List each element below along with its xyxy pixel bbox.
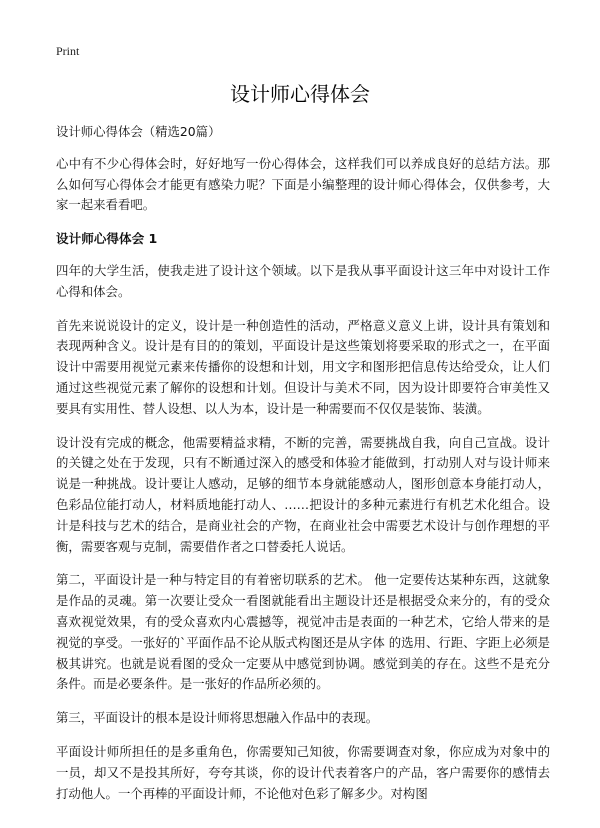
article-subtitle: 设计师心得体会（精选20篇） xyxy=(56,124,221,139)
body-paragraph: 四年的大学生活，使我走进了设计这个领域。以下是我从事平面设计这三年中对设计工作心得和体会。 xyxy=(56,262,550,299)
intro-paragraph: 心中有不少心得体会时，好好地写一份心得体会，这样我们可以养成良好的总结方法。那么如何写心得体会才能更有感染力呢？下面是小编整理的设计师心得体会，仅供参考，大家一起来看看吧。 xyxy=(56,155,550,213)
body-paragraph: 平面设计师所担任的是多重角色，你需要知己知彼，你需要调查对象，你应成为对象中的一员，却又不是投其所好，夸夸其谈，你的设计代表着客户的产品，客户需要你的感情去打动他人。一个再棒的平面设计师，不论他对色彩了解多少。对构图 xyxy=(56,743,550,801)
body-paragraph: 第二，平面设计是一种与特定目的有着密切联系的艺术。 他一定要传达某种东西，这就象是作品的灵魂。第一次要让受众一看图就能看出主题设计还是根据受众来分的，有的受众喜欢视觉效果，有的受众喜欢内心震撼等，视觉冲击是表面的一种艺术，它给人带来的是视觉的享受。一张好的`平面作品不论从版式构图还是从字体 的选用、行距、字距上必须是极其讲究。也就是说看图的受众一定要从中感觉到协调。感觉到美的存在。这些不是充分条件。而是必要条件。是一张好的作品所必须的。 xyxy=(56,572,550,692)
section-heading: 设计师心得体会 1 xyxy=(56,231,158,247)
body-paragraph: 首先来说说设计的定义，设计是一种创造性的活动，严格意义意义上讲，设计具有策划和表现两种含义。设计是有目的的策划，平面设计是这些策划将要采取的形式之一，在平面设计中需要用视觉元素来传播你的设想和计划，用文字和图形把信息传达给受众，让人们通过这些视觉元素了解你的设想和计划。但设计与美术不同，因为设计即要符合审美性又要具有实用性、替人设想、以人为本，设计是一种需要而不仅仅是装饰、装潢。 xyxy=(56,317,550,416)
body-paragraph: 第三，平面设计的根本是设计师将思想融入作品中的表现。 xyxy=(56,710,379,726)
print-link[interactable]: Print xyxy=(56,44,80,58)
article-body xyxy=(56,122,550,817)
page-title: 设计师心得体会 xyxy=(230,82,370,106)
body-paragraph: 设计没有完成的概念，他需要精益求精，不断的完善，需要挑战自我，向自己宣战。设计的关键之处在于发现，只有不断通过深入的感受和体验才能做到，打动别人对与设计师来说是一种挑战。设计要让人感动，足够的细节本身就能感动人，图形创意本身能打动人，色彩品位能打动人，材料质地能打动人、……把设计的多种元素进行有机艺术化组合。设计是科技与艺术的结合，是商业社会的产物，在商业社会中需要艺术设计与创作理想的平衡，需要客观与克制，需要借作者之口替委托人说话。 xyxy=(56,434,550,554)
